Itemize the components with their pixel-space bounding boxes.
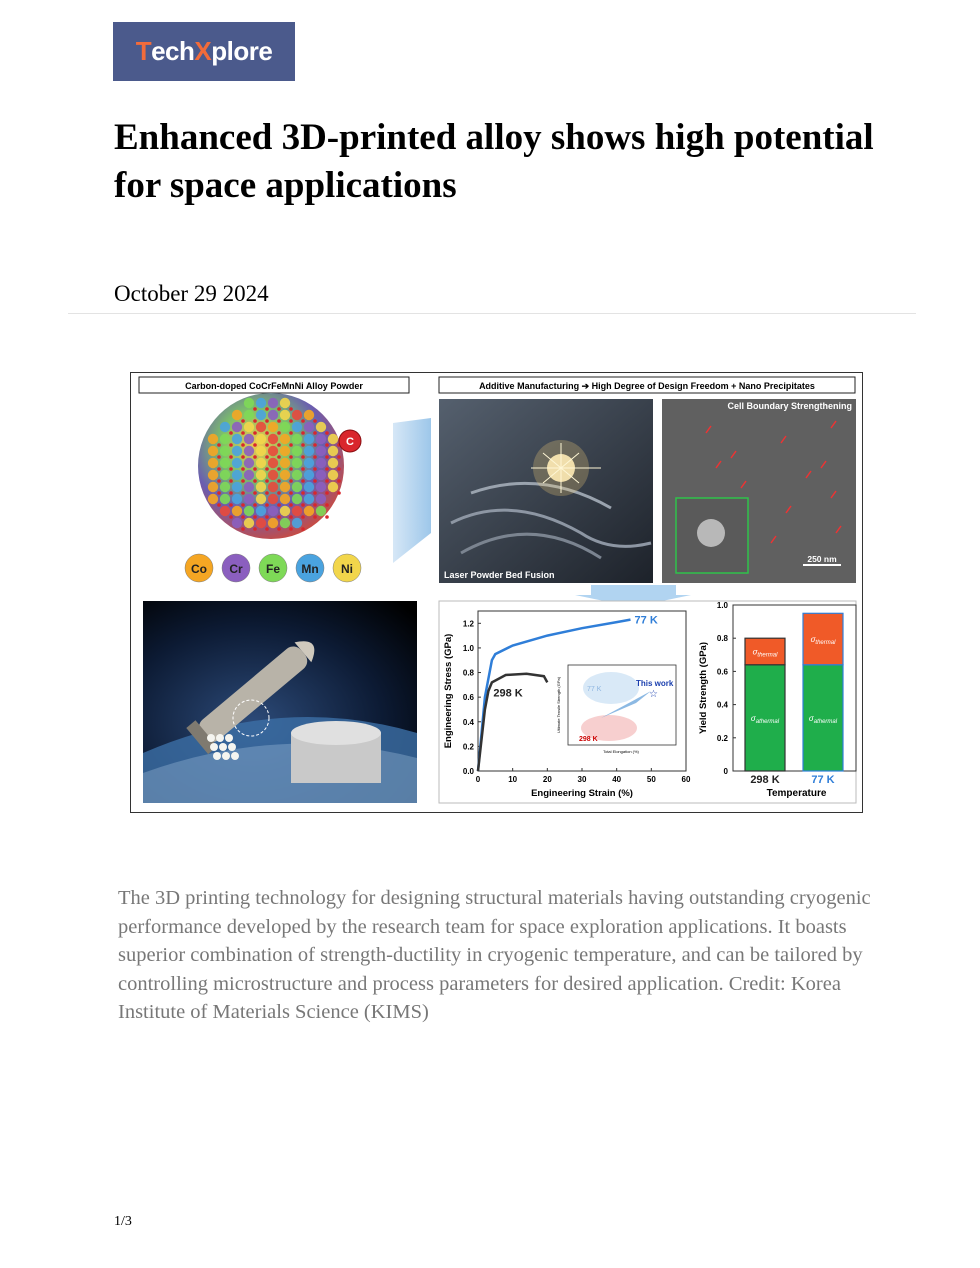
carbon-dot — [229, 479, 233, 483]
laser-caption: Laser Powder Bed Fusion — [444, 570, 555, 580]
powder-atom — [316, 422, 326, 432]
powder-atom — [316, 470, 326, 480]
chart1-ytick-label: 1.2 — [462, 619, 474, 629]
powder-atom — [328, 434, 338, 444]
carbon-dot — [217, 503, 221, 507]
powder-atom — [280, 434, 290, 444]
carbon-dot — [313, 443, 317, 447]
logo-x: X — [194, 36, 212, 66]
series-label-298k: 298 K — [493, 687, 523, 700]
powder-atom — [220, 470, 230, 480]
carbon-dot — [277, 419, 281, 423]
carbon-dot — [253, 479, 257, 483]
carbon-dot — [337, 479, 341, 483]
chart2-category-label: 298 K — [750, 774, 780, 786]
carbon-dot — [277, 503, 281, 507]
carbon-dot — [253, 419, 257, 423]
carbon-dot — [265, 443, 269, 447]
carbon-dot — [301, 431, 305, 435]
powder-atom — [268, 422, 278, 432]
powder-atom — [256, 482, 266, 492]
carbon-dot — [313, 467, 317, 471]
powder-atom — [232, 422, 242, 432]
carbon-dot — [229, 467, 233, 471]
powder-atom — [292, 410, 302, 420]
carbon-dot — [265, 419, 269, 423]
powder-atom — [292, 494, 302, 504]
carbon-dot — [325, 503, 329, 507]
carbon-dot — [289, 467, 293, 471]
carbon-dot — [301, 467, 305, 471]
carbon-dot — [301, 455, 305, 459]
powder-atom — [280, 518, 290, 528]
powder-atom — [208, 446, 218, 456]
powder-atom — [220, 482, 230, 492]
carbon-dot — [289, 491, 293, 495]
powder-atom — [244, 398, 254, 408]
powder-atom — [244, 494, 254, 504]
powder-atom — [328, 446, 338, 456]
powder-atom — [220, 434, 230, 444]
element-label-ni: Ni — [341, 562, 353, 576]
carbon-dot — [301, 443, 305, 447]
powder-atom — [220, 506, 230, 516]
carbon-dot — [241, 515, 245, 519]
engine-nozzle — [231, 752, 239, 760]
carbon-dot — [313, 491, 317, 495]
powder-atom — [244, 458, 254, 468]
engine-nozzle — [228, 743, 236, 751]
carbon-dot — [253, 455, 257, 459]
powder-atom — [232, 518, 242, 528]
chart1-ytick-label: 0.4 — [462, 717, 474, 727]
carbon-dot — [265, 407, 269, 411]
powder-atom — [268, 482, 278, 492]
right-panel-title: Additive Manufacturing ➔ High Degree of Design Freedom + Nano Precipitates — [479, 381, 815, 391]
bar-label-athermal: $\sigma_{athermal}$ — [808, 713, 838, 725]
carbon-dot — [241, 479, 245, 483]
powder-atom — [304, 506, 314, 516]
powder-atom — [280, 506, 290, 516]
element-label-fe: Fe — [265, 562, 281, 576]
powder-atom — [328, 458, 338, 468]
carbon-dot — [301, 527, 305, 531]
chart1-xtick-label: 50 — [646, 775, 656, 784]
carbon-dot — [277, 491, 281, 495]
powder-atom — [208, 458, 218, 468]
carbon-dot — [229, 431, 233, 435]
carbon-dot — [229, 455, 233, 459]
engine-nozzle — [225, 734, 233, 742]
powder-atom — [232, 482, 242, 492]
carbon-dot — [325, 467, 329, 471]
powder-atom — [256, 506, 266, 516]
tem-caption: Cell Boundary Strengthening — [727, 401, 852, 411]
powder-atom — [280, 482, 290, 492]
carbon-dot — [277, 407, 281, 411]
element-label-mn: Mn — [301, 562, 319, 576]
engine-nozzle — [222, 752, 230, 760]
bar-label-athermal: $\sigma_{athermal}$ — [750, 713, 780, 725]
powder-atom — [220, 446, 230, 456]
chart2-ytick-label: 0 — [723, 767, 728, 776]
powder-atom — [256, 410, 266, 420]
powder-atom — [316, 506, 326, 516]
powder-atom — [292, 470, 302, 480]
chart1-ytick-label: 0.8 — [462, 668, 474, 678]
carbon-dot — [241, 467, 245, 471]
powder-atom — [220, 458, 230, 468]
carbon-dot — [289, 443, 293, 447]
powder-atom — [256, 518, 266, 528]
carbon-dot — [241, 527, 245, 531]
chart2-ytick-label: 0.8 — [716, 634, 728, 644]
left-panel-title: Carbon-doped CoCrFeMnNi Alloy Powder — [185, 381, 363, 391]
carbon-dot — [313, 503, 317, 507]
powder-atom — [232, 470, 242, 480]
carbon-dot — [229, 443, 233, 447]
chart2-ylabel: Yield Strength (GPa) — [698, 641, 709, 735]
powder-atom — [304, 458, 314, 468]
carbon-dot — [313, 431, 317, 435]
carbon-dot — [289, 419, 293, 423]
powder-atom — [256, 446, 266, 456]
carbon-dot — [229, 515, 233, 519]
powder-atom — [220, 494, 230, 504]
powder-atom — [304, 482, 314, 492]
powder-atom — [256, 458, 266, 468]
chart2-xlabel: Temperature — [766, 788, 827, 799]
powder-atom — [304, 494, 314, 504]
carbon-dot — [217, 467, 221, 471]
powder-atom — [244, 482, 254, 492]
powder-atom — [244, 410, 254, 420]
powder-atom — [268, 458, 278, 468]
carbon-dot — [217, 443, 221, 447]
engine-nozzle — [219, 743, 227, 751]
engine-nozzle — [213, 752, 221, 760]
article-title: Enhanced 3D-printed alloy shows high potential for space applications — [114, 117, 874, 206]
bar-thermal-77k — [803, 613, 843, 664]
engine-nozzle — [210, 743, 218, 751]
powder-atom — [208, 494, 218, 504]
carbon-dot — [289, 515, 293, 519]
carbon-dot — [289, 431, 293, 435]
page-number: 1/3 — [114, 1214, 132, 1229]
powder-atom — [280, 470, 290, 480]
powder-atom — [268, 518, 278, 528]
powder-atom — [232, 458, 242, 468]
inset-ylabel: Ultimate Tensile Strength (GPa) — [556, 676, 561, 734]
powder-atom — [328, 470, 338, 480]
carbon-dot — [289, 503, 293, 507]
powder-atom — [304, 434, 314, 444]
carbon-dot — [217, 479, 221, 483]
carbon-dot — [325, 491, 329, 495]
carbon-dot — [265, 467, 269, 471]
powder-atom — [256, 398, 266, 408]
inset-star-icon: ☆ — [649, 689, 658, 700]
powder-atom — [268, 470, 278, 480]
carbon-dot — [265, 515, 269, 519]
carbon-dot — [265, 503, 269, 507]
carbon-dot — [253, 503, 257, 507]
powder-atom — [244, 446, 254, 456]
chart2-ytick-label: 0.2 — [716, 733, 728, 743]
powder-atom — [256, 494, 266, 504]
inset-this-work: This work — [636, 679, 674, 688]
carbon-dot — [301, 515, 305, 519]
flow-arrow — [393, 418, 431, 563]
carbon-dot — [301, 503, 305, 507]
element-label-cr: Cr — [229, 562, 243, 576]
spacecraft-image — [143, 601, 417, 803]
powder-atom — [256, 434, 266, 444]
carbon-dot — [241, 431, 245, 435]
powder-atom — [244, 518, 254, 528]
powder-atom — [208, 482, 218, 492]
inset-298k-label: 298 K — [579, 736, 598, 743]
powder-atom — [244, 422, 254, 432]
figure-caption: The 3D printing technology for designing structural materials having outstanding cryogenic performance developed by the research team for space exploration applications. It boasts superior combination of strength-ductility in cryogenic temperature, and can be tailored by controlling microstructure and process parameters for desired application. Credit: Korea Institute of Materials Science (KIMS) — [118, 887, 871, 1023]
powder-atom — [268, 434, 278, 444]
chart1-xtick-label: 20 — [542, 775, 552, 784]
carbon-dot — [253, 527, 257, 531]
bar-label-thermal: $\sigma_{thermal}$ — [810, 635, 836, 647]
carbon-dot — [229, 503, 233, 507]
carbon-dot — [313, 419, 317, 423]
engine-nozzle — [216, 734, 224, 742]
carbon-dot — [241, 503, 245, 507]
bar-label-thermal: $\sigma_{thermal}$ — [752, 647, 778, 659]
chart1-xtick-label: 10 — [508, 775, 518, 784]
carbon-dot — [241, 443, 245, 447]
powder-atom — [316, 494, 326, 504]
carbon-dot — [277, 515, 281, 519]
carbon-dot — [265, 431, 269, 435]
logo-t: T — [135, 36, 152, 66]
divider — [68, 313, 916, 314]
carbon-dot — [337, 491, 341, 495]
techxplore-logo[interactable] — [113, 22, 295, 81]
carbon-dot — [289, 455, 293, 459]
powder-atom — [268, 506, 278, 516]
carbon-dot — [277, 443, 281, 447]
carbon-dot — [241, 491, 245, 495]
powder-atom — [292, 434, 302, 444]
carbon-dot — [289, 527, 293, 531]
powder-atom — [268, 494, 278, 504]
powder-atom — [328, 482, 338, 492]
powder-atom — [292, 506, 302, 516]
carbon-dot — [241, 455, 245, 459]
carbon-dot — [217, 491, 221, 495]
article-date: October 29 2024 — [114, 281, 269, 306]
carbon-dot — [253, 431, 257, 435]
carbon-dot — [289, 479, 293, 483]
powder-atom — [232, 410, 242, 420]
chart1-xlabel: Engineering Strain (%) — [531, 788, 633, 799]
carbon-dot — [265, 479, 269, 483]
powder-atom — [292, 518, 302, 528]
powder-atom — [280, 422, 290, 432]
powder-atom — [316, 458, 326, 468]
scale-bar-label: 250 nm — [807, 554, 837, 564]
powder-atom — [244, 506, 254, 516]
bar-thermal-298k — [745, 638, 785, 665]
laser-powder-bed-image — [439, 399, 653, 583]
powder-atom — [268, 410, 278, 420]
powder-atom — [268, 446, 278, 456]
powder-atom — [292, 446, 302, 456]
carbon-dot — [313, 479, 317, 483]
chart2-ytick-label: 0.4 — [716, 700, 728, 710]
carbon-dot — [337, 455, 341, 459]
chart1-xtick-label: 60 — [681, 775, 691, 784]
inset-77k-label: 77 K — [587, 686, 602, 693]
carbon-dot — [289, 407, 293, 411]
carbon-dot — [217, 455, 221, 459]
powder-atom — [316, 446, 326, 456]
chart1-ylabel: Engineering Stress (GPa) — [443, 633, 454, 749]
powder-atom — [256, 422, 266, 432]
powder-atom — [232, 434, 242, 444]
chart1-xtick-label: 40 — [612, 775, 622, 784]
carbon-dot — [325, 455, 329, 459]
powder-atom — [280, 446, 290, 456]
carbon-dot — [277, 455, 281, 459]
carbon-dot — [253, 515, 257, 519]
powder-atom — [256, 470, 266, 480]
powder-atom — [208, 434, 218, 444]
powder-atom — [244, 434, 254, 444]
chart1-ytick-label: 0.0 — [462, 767, 474, 776]
carbon-dot — [277, 431, 281, 435]
carbon-dot — [253, 407, 257, 411]
carbon-dot — [325, 515, 329, 519]
logo-ech: ech — [151, 36, 195, 66]
chart1-xtick-label: 30 — [577, 775, 587, 784]
powder-atom — [304, 410, 314, 420]
chart1-ytick-label: 1.0 — [462, 643, 474, 653]
carbon-dot — [265, 527, 269, 531]
chart1-xtick-label: 0 — [475, 775, 481, 784]
carbon-dot — [325, 479, 329, 483]
powder-atom — [304, 422, 314, 432]
carbon-dot — [277, 479, 281, 483]
carbon-dot — [277, 527, 281, 531]
powder-atom — [292, 422, 302, 432]
logo-plore: plore — [211, 36, 273, 66]
carbon-dot — [325, 431, 329, 435]
inset-xlabel: Total Elongation (%) — [603, 749, 639, 754]
article-figure — [130, 372, 863, 813]
carbon-dot — [253, 443, 257, 447]
engine-nozzle — [207, 734, 215, 742]
chart2-category-label: 77 K — [811, 774, 835, 786]
element-legend — [185, 554, 361, 582]
powder-atom — [232, 494, 242, 504]
powder-atom — [304, 446, 314, 456]
carbon-dot — [337, 467, 341, 471]
powder-atom — [280, 410, 290, 420]
carbon-label: C — [346, 436, 354, 448]
powder-atom — [280, 458, 290, 468]
chart2-ytick-label: 0.6 — [716, 667, 728, 677]
powder-atom — [316, 434, 326, 444]
carbon-dot — [301, 479, 305, 483]
carbon-dot — [229, 491, 233, 495]
powder-atom — [316, 482, 326, 492]
powder-particle-illustration — [198, 393, 344, 539]
powder-atom — [208, 470, 218, 480]
powder-atom — [292, 458, 302, 468]
chart1-ytick-label: 0.2 — [462, 742, 474, 752]
powder-atom — [304, 470, 314, 480]
carbon-dot — [265, 491, 269, 495]
powder-atom — [280, 494, 290, 504]
powder-atom — [280, 398, 290, 408]
carbon-dot — [325, 443, 329, 447]
powder-atom — [268, 398, 278, 408]
powder-atom — [220, 422, 230, 432]
carbon-dot — [265, 455, 269, 459]
series-label-77k: 77 K — [634, 614, 658, 627]
carbon-dot — [241, 419, 245, 423]
carbon-dot — [253, 491, 257, 495]
chart1-ytick-label: 0.6 — [462, 693, 474, 703]
powder-atom — [232, 506, 242, 516]
powder-atom — [244, 470, 254, 480]
powder-atom — [232, 446, 242, 456]
powder-atom — [292, 482, 302, 492]
carbon-dot — [301, 419, 305, 423]
carbon-dot — [277, 467, 281, 471]
carbon-dot — [313, 455, 317, 459]
chart2-ytick-label: 1.0 — [716, 601, 728, 610]
strength-elongation-inset — [556, 665, 676, 754]
element-label-co: Co — [191, 562, 207, 576]
carbon-dot — [253, 467, 257, 471]
carbon-dot — [301, 491, 305, 495]
carbon-dot — [313, 515, 317, 519]
